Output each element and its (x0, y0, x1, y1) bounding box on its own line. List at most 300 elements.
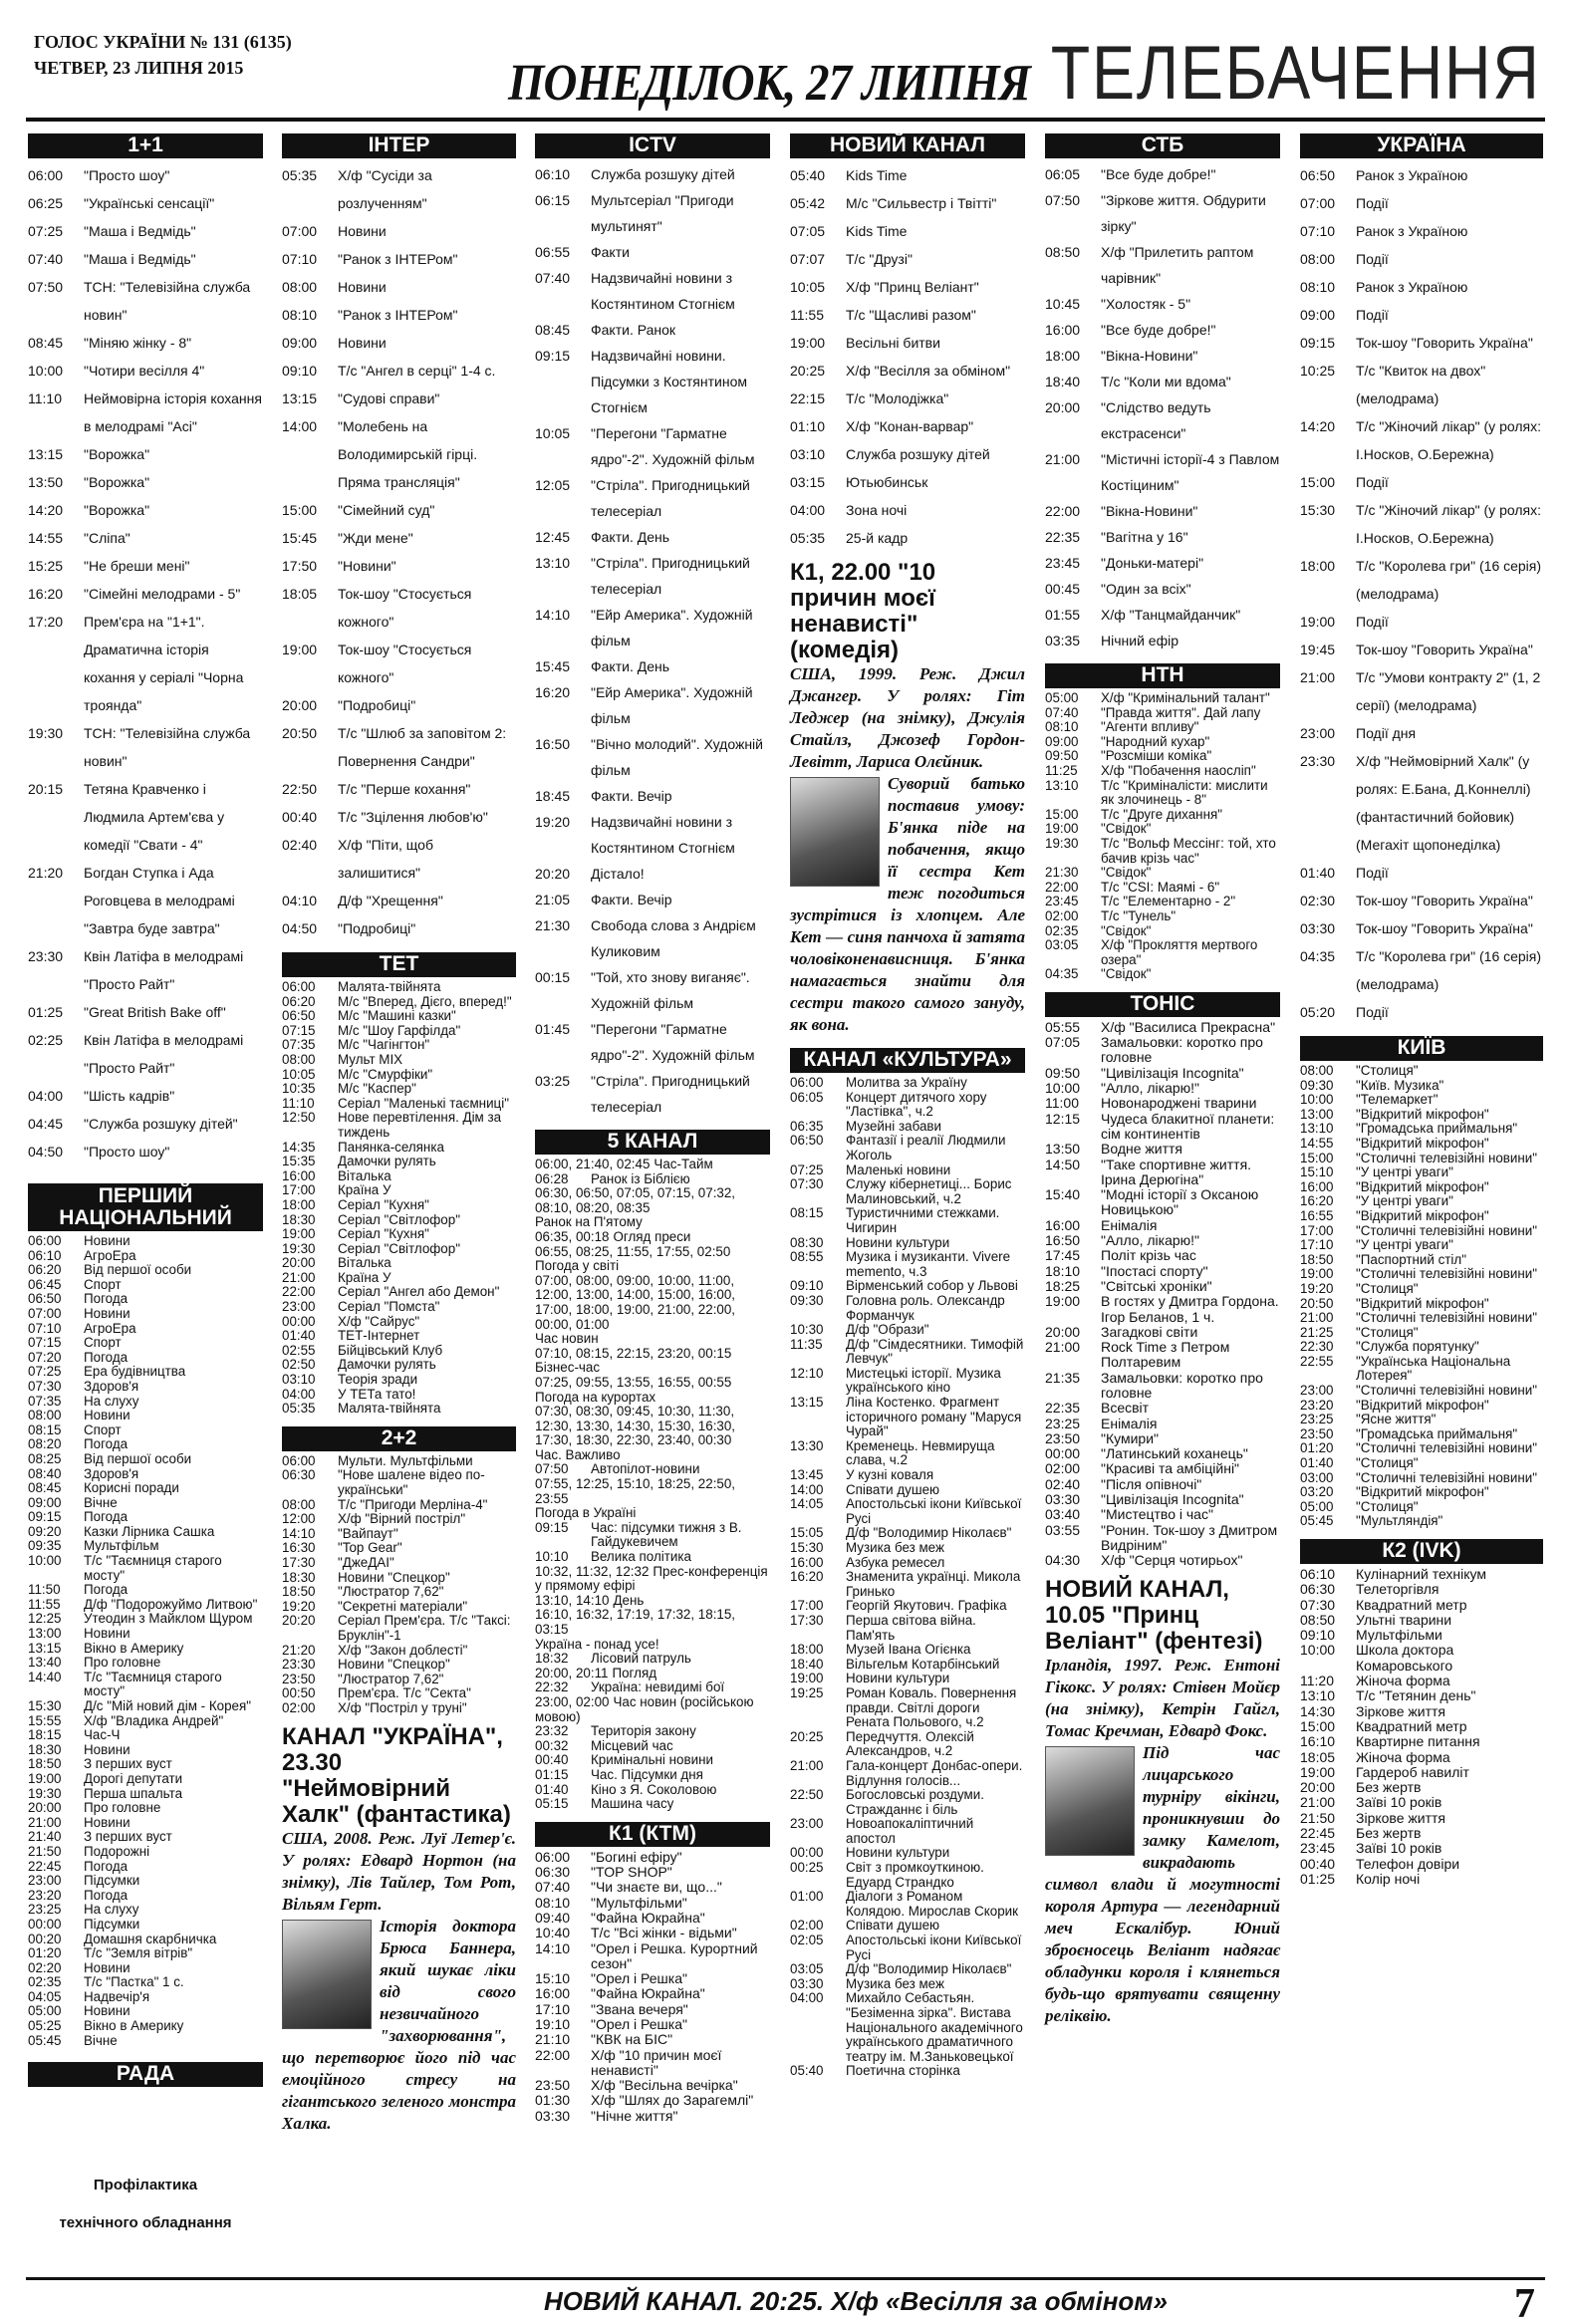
schedule-time: 02:25 (28, 1032, 64, 1048)
schedule-item (28, 1026, 263, 1082)
schedule-item (28, 2019, 263, 2034)
schedule-time: 15:00 (1300, 1150, 1334, 1165)
schedule-program: Служу кібернетиці... Борис Малиновський, ч.2 (846, 1176, 1012, 1206)
schedule-time: 10:00 (28, 1553, 62, 1569)
schedule-program: Серіал "Кухня" (338, 1196, 429, 1212)
schedule-program: Утеодин з Майклом Щуром (84, 1611, 253, 1627)
schedule-program: Гала-концерт Донбас-опери. Відлуння голосів... (846, 1757, 1023, 1788)
schedule-time: 22:00 (282, 1284, 316, 1300)
schedule-item (28, 1525, 263, 1540)
schedule-item (28, 273, 263, 329)
schedule-time: 05:25 (28, 2018, 62, 2034)
schedule-item (28, 1757, 263, 1772)
schedule-program: "Паспортний стіл" (1356, 1251, 1466, 1267)
schedule-time: 09:50 (1045, 748, 1079, 764)
schedule-time: 07:00, 08:00, 09:00, 10:00, 11:00, 12:00, 13:00, 14:00, 15:00, 16:00, 17:00, 18:00, 19:00, 21:00, 22:00, 00:00, 01:00 (535, 1272, 736, 1332)
schedule-time: 18:00 (790, 1642, 824, 1658)
channel-header-tonis: ТОНІС (1045, 992, 1280, 1017)
schedule-program: М/с "Смурфіки" (338, 1066, 433, 1082)
schedule-time: 02:35 (28, 1974, 62, 1990)
schedule-time: 16:00 (535, 1985, 571, 2002)
schedule-program: "Файна Юкрайна" (591, 1909, 705, 1926)
schedule-program: На слуху (84, 1902, 139, 1918)
schedule-program: ТСН: "Телевізійна служба новин" (84, 279, 251, 323)
schedule-time: 23:20 (28, 1887, 62, 1903)
schedule-program: Т/с "Таємниця старого мосту" (84, 1669, 222, 1699)
schedule-item (282, 1541, 516, 1556)
schedule-item (1045, 394, 1280, 446)
schedule-item (535, 524, 770, 550)
schedule-item (1300, 1267, 1543, 1282)
schedule-program: Перша шпальта (84, 1785, 183, 1801)
schedule-time: 04:00 (790, 502, 826, 518)
schedule-program: Служба розшуку дітей (591, 166, 735, 182)
schedule-program: "КВК на БІС" (591, 2031, 673, 2048)
schedule-time: 19:30 (28, 1785, 62, 1801)
schedule-time: 11:55 (790, 307, 824, 323)
schedule-time: 01:40 (535, 1781, 569, 1797)
schedule-item (28, 1336, 263, 1351)
schedule-time: 06:00 (28, 1233, 62, 1248)
schedule-time: 19:10 (535, 2015, 571, 2032)
schedule-program: Час. Важливо (535, 1446, 621, 1462)
schedule-program: Теорія зради (338, 1372, 418, 1388)
schedule-item (790, 1279, 1025, 1294)
schedule-program: Квін Латіфа в мелодрамі "Просто Райт" (84, 948, 244, 992)
schedule-program: Д/ф "Образи" (846, 1322, 929, 1338)
schedule-time: 01:40 (1300, 865, 1336, 881)
feature-ukraina-body: Історія доктора Брюса Баннера, який шукає ліки від свого незвичайного "захворювання", що перетворює його під час емоційного стресу на гігантського зеленого монстра Халка. (282, 1916, 516, 2133)
schedule-item (1045, 1187, 1280, 1218)
schedule-time: 05:42 (790, 195, 826, 211)
schedule-program: "Столичні телевізійні новини" (1356, 1310, 1538, 1326)
schedule-program: Новоапокаліптичний апостол (846, 1816, 974, 1846)
schedule-time: 20:20 (282, 1613, 316, 1629)
schedule-time: 04:00 (790, 1990, 824, 2006)
schedule-time: 06:35 (790, 1118, 824, 1134)
schedule-program: Вірменський собор у Львові (846, 1278, 1018, 1294)
schedule-program: "Столичні телевізійні новини" (1356, 1440, 1538, 1456)
schedule-program: Х/ф "Закон доблесті" (338, 1642, 468, 1658)
schedule-time: 05:40 (790, 167, 826, 183)
schedule-time: 16:20 (790, 1569, 824, 1585)
schedule-item (282, 803, 516, 831)
schedule-program: Апостольські ікони Київської Русі (846, 1496, 1022, 1526)
schedule-item (1300, 468, 1543, 496)
schedule-item (790, 1788, 1025, 1817)
schedule-item (1300, 1734, 1543, 1749)
schedule-item (28, 1481, 263, 1496)
schedule-item (1300, 1613, 1543, 1628)
feature-ukraina (282, 1724, 516, 2135)
schedule-program: Д/ф "Подорожуймо Литвою" (84, 1596, 258, 1612)
schedule-program: Підсумки (84, 1916, 140, 1932)
schedule-item (1300, 942, 1543, 998)
schedule-item (282, 1082, 516, 1097)
schedule-time: 07:25 (28, 223, 64, 239)
channel-header-stb: СТБ (1045, 133, 1280, 158)
schedule-item (790, 524, 1025, 552)
schedule-time: 16:50 (1045, 1232, 1081, 1249)
schedule-time: 22:55 (1300, 1353, 1334, 1369)
schedule-time: 13:15 (282, 390, 318, 406)
schedule-time: 17:10 (535, 2000, 571, 2017)
schedule-item (790, 1120, 1025, 1135)
schedule-time: 17:30 (790, 1612, 824, 1628)
schedule-item (28, 2004, 263, 2019)
schedule-item (1300, 1841, 1543, 1856)
schedule-program: Новини (84, 1959, 131, 1975)
schedule-item (790, 1846, 1025, 1861)
schedule-item (28, 998, 263, 1026)
schedule-program: "Свідок" (1101, 966, 1152, 982)
schedule-time: 19:00 (1300, 1266, 1334, 1282)
schedule-time: 08:10 (535, 1894, 571, 1911)
schedule-program: Нове перевтілення. Дім за тиждень (338, 1110, 502, 1140)
schedule-program: Час-Ч (84, 1727, 121, 1743)
schedule-item (535, 731, 770, 783)
schedule-item (790, 1861, 1025, 1890)
schedule-item (790, 1338, 1025, 1367)
schedule-program: Замальовки: коротко про головне (1101, 1034, 1263, 1066)
schedule-item (1300, 1282, 1543, 1297)
schedule-time: 23:50 (282, 1671, 316, 1686)
schedule-item (1300, 1719, 1543, 1734)
actor-photo (790, 777, 880, 887)
schedule-time: 23:25 (1300, 1412, 1334, 1427)
schedule-program: "Перегони "Гарматне ядро"-2". Художній фільм (591, 425, 755, 467)
schedule-program: "Подробиці" (338, 697, 416, 713)
schedule-program: М/с "Сильвестр і Твітті" (846, 195, 997, 211)
schedule-time: 23:25 (28, 1902, 62, 1918)
schedule-program: Новини (84, 1741, 131, 1757)
schedule-program: Мультфільм (84, 1538, 159, 1554)
schedule-time: 09:15 (535, 1519, 569, 1535)
schedule-program: Х/ф "Прилетить раптом чарівник" (1101, 244, 1254, 286)
schedule-time: 06:00 (28, 167, 64, 183)
schedule-time: 10:35 (282, 1081, 316, 1097)
schedule-item (282, 636, 516, 691)
schedule-item (790, 496, 1025, 524)
schedule-time: 16:00 (790, 1554, 824, 1570)
schedule-time: 07:30 (1300, 1596, 1336, 1613)
schedule-time: 13:15 (28, 446, 64, 462)
schedule-program: "Подробиці" (338, 920, 416, 936)
schedule-program: "Ворожка" (84, 446, 150, 462)
schedule-item (282, 1512, 516, 1527)
schedule-tet (282, 980, 516, 1417)
schedule-program: Ток-шоу "Стосується кожного" (338, 586, 472, 630)
schedule-item (1300, 189, 1543, 217)
schedule-item (1300, 1780, 1543, 1795)
schedule-program: "Столиця" (1356, 1280, 1419, 1296)
schedule-time: 10:30 (790, 1322, 824, 1338)
schedule-item (1300, 1238, 1543, 1253)
schedule-item (1300, 496, 1543, 552)
schedule-item (282, 1227, 516, 1242)
schedule-time: 23:00 (790, 1816, 824, 1832)
schedule-time: 23:50 (1300, 1425, 1334, 1441)
schedule-time: 03:25 (535, 1073, 571, 1089)
schedule-item (1300, 1209, 1543, 1224)
schedule-program: Т/с "Королева гри" (16 серія) (мелодрама) (1356, 948, 1542, 992)
schedule-program: М/с "Шоу Гарфілда" (338, 1022, 461, 1038)
schedule-program: Х/ф "Сайрус" (338, 1313, 420, 1329)
schedule-item (1045, 1142, 1280, 1157)
schedule-item (282, 1097, 516, 1112)
schedule-time: 15:00 (1045, 806, 1079, 822)
schedule-time: 05:15 (535, 1796, 569, 1812)
schedule-program: "Столичні телевізійні новини" (1356, 1222, 1538, 1238)
schedule-time: 07:15 (282, 1022, 316, 1038)
schedule-program: Від першої особи (84, 1450, 192, 1466)
schedule-time: 08:50 (1300, 1611, 1336, 1628)
schedule-item (282, 552, 516, 580)
schedule-item (790, 1759, 1025, 1788)
schedule-program: "Кумири" (1101, 1429, 1159, 1446)
schedule-item (282, 1614, 516, 1643)
schedule-item (535, 550, 770, 602)
schedule-program: "Народний кухар" (1101, 733, 1210, 749)
schedule-item (790, 1919, 1025, 1934)
schedule-time: 20:25 (790, 1728, 824, 1744)
schedule-time: 11:25 (1045, 762, 1078, 778)
schedule-time: 03:55 (1045, 1521, 1081, 1538)
schedule-time: 12:10 (790, 1365, 824, 1381)
schedule-item (28, 1467, 263, 1482)
schedule-program: Перша світова війна. Пам'ять (846, 1612, 976, 1643)
schedule-item (28, 1395, 263, 1410)
schedule-time: 08:00 (282, 279, 318, 295)
schedule-program: "Нічне життя" (591, 2107, 678, 2124)
schedule-item (282, 1527, 516, 1542)
schedule-time: 21:05 (535, 892, 571, 907)
schedule-item (535, 1971, 770, 1986)
schedule-time: 13:40 (28, 1655, 62, 1671)
rada-note (28, 2167, 263, 2242)
schedule-item (1045, 1461, 1280, 1476)
schedule-program: "Алло, лікарю!" (1101, 1232, 1200, 1249)
schedule-item (535, 1521, 770, 1550)
schedule-program: М/с "Вперед, Дієго, вперед!" (338, 993, 512, 1009)
schedule-item (790, 1091, 1025, 1120)
schedule-time: 07:25, 09:55, 13:55, 16:55, 00:55 (535, 1374, 732, 1390)
schedule-ictv (535, 161, 770, 1120)
schedule-item (1045, 706, 1280, 721)
schedule-program: У ТЕТа тато! (338, 1386, 416, 1402)
schedule-program: "Міняю жінку - 8" (84, 335, 192, 351)
schedule-time: 23:00, 02:00 (535, 1693, 610, 1709)
schedule-item (28, 1903, 263, 1918)
schedule-item (282, 1388, 516, 1403)
schedule-item (282, 1111, 516, 1140)
schedule-program: "Орел і Решка" (591, 2015, 687, 2032)
schedule-program: Водне життя (1101, 1141, 1182, 1158)
schedule-item (790, 385, 1025, 412)
schedule-time: 22:32 (535, 1679, 569, 1695)
schedule-time: 09:00 (282, 335, 318, 351)
schedule-time: 18:00 (282, 1196, 316, 1212)
schedule-program: "Шість кадрів" (84, 1088, 175, 1104)
schedule-program: Віталька (338, 1255, 392, 1271)
schedule-item (535, 343, 770, 420)
schedule-time: 17:20 (28, 614, 64, 630)
schedule-program: Серіал Прем'єра. Т/с "Таксі: Бруклін"-1 (338, 1613, 511, 1643)
schedule-time: 18:05 (282, 586, 318, 602)
schedule-time: 03:15 (790, 474, 826, 490)
schedule-program: "Столиця" (1356, 1063, 1419, 1078)
schedule-program: "Стріла". Пригодницький телесеріал (591, 1073, 750, 1115)
schedule-item (535, 1941, 770, 1972)
schedule-program: Новини культури (846, 1845, 950, 1861)
schedule-item (1300, 1253, 1543, 1268)
channel-header-inter: ІНТЕР (282, 133, 516, 158)
schedule-time: 03:30 (1045, 1491, 1081, 1508)
schedule-item (535, 861, 770, 887)
schedule-item (28, 161, 263, 189)
schedule-program: Т/с "Всі жінки - відьми" (591, 1925, 737, 1941)
schedule-time: 21:00 (790, 1757, 824, 1773)
schedule-item (790, 468, 1025, 496)
schedule-time: 14:10 (282, 1525, 316, 1541)
schedule-program: Т/с "CSI: Маямі - 6" (1101, 879, 1220, 895)
schedule-item (535, 1230, 770, 1245)
schedule-item (1045, 291, 1280, 317)
schedule-item (535, 2093, 770, 2108)
schedule-item (1300, 1194, 1543, 1209)
feature-novyi-credits: Ірландія, 1997. Реж. Ентоні Гікокс. У ролях: Стівен Мойєр (на знімку), Кетрін Гайгл, Томас Кречман, Едвард Фокс. (1045, 1655, 1280, 1740)
schedule-item (28, 1990, 263, 2005)
schedule-time: 15:10 (1300, 1164, 1334, 1180)
schedule-item (790, 1206, 1025, 1235)
schedule-program: Машина часу (591, 1796, 674, 1812)
schedule-item (790, 440, 1025, 468)
schedule-item (790, 301, 1025, 329)
schedule-item (28, 1946, 263, 1961)
schedule-program: Ранок з Україною (1356, 279, 1468, 295)
schedule-item (1300, 608, 1543, 636)
schedule-item (535, 1783, 770, 1798)
schedule-program: Концерт дитячого хору "Ластівка", ч.2 (846, 1089, 987, 1120)
schedule-program: "Відкритий мікрофон" (1356, 1397, 1489, 1413)
schedule-item (790, 1468, 1025, 1483)
schedule-time: 09:50 (1045, 1064, 1081, 1081)
schedule-program: Новини (84, 1233, 131, 1248)
schedule-program: В гостях у Дмитра Гордона. Ігор Беланов, 1 ч. (1101, 1293, 1279, 1325)
schedule-k1 (535, 1850, 770, 2124)
schedule-program: Новини (338, 223, 387, 239)
schedule-program: "Холостяк - 5" (1101, 296, 1191, 312)
schedule-program: "Мультфільми" (591, 1894, 687, 1911)
schedule-program: Вікно в Америку (84, 2018, 184, 2034)
schedule-program: Ультні тварини (1356, 1611, 1452, 1628)
schedule-time: 10:25 (1300, 363, 1336, 379)
schedule-program: "Ясне життя" (1356, 1412, 1437, 1427)
schedule-program: Квартирне питання (1356, 1733, 1480, 1750)
schedule-program: "Агенти впливу" (1101, 719, 1199, 735)
schedule-program: Огляд преси (613, 1228, 691, 1244)
schedule-time: 07:35 (28, 1393, 62, 1409)
schedule-time: 13:10 (1045, 777, 1079, 793)
schedule-time: 18:40 (790, 1656, 824, 1672)
schedule-time: 19:00 (790, 1671, 824, 1686)
schedule-k2 (1300, 1567, 1543, 1887)
schedule-program: Д/ф "Хрещення" (338, 893, 443, 908)
schedule-time: 02:00 (282, 1699, 316, 1715)
schedule-time: 10:40 (535, 1925, 571, 1941)
schedule-program: "Сімейний суд" (338, 502, 435, 518)
channel-header-5kanal: 5 КАНАЛ (535, 1130, 770, 1155)
schedule-program: "Ворожка" (84, 474, 150, 490)
schedule-item (282, 1169, 516, 1184)
schedule-time: 13:50 (1045, 1141, 1081, 1158)
schedule-item (535, 653, 770, 679)
schedule-program: Казки Лірника Сашка (84, 1523, 215, 1539)
schedule-item (1045, 1035, 1280, 1066)
schedule-program: "Молебень на Володимирській гірці. Пряма трансляція" (338, 418, 478, 490)
schedule-time: 19:20 (282, 1598, 316, 1614)
schedule-item (535, 783, 770, 809)
schedule-program: Факти. День (591, 529, 670, 545)
schedule-program: У кузні коваля (846, 1467, 934, 1483)
schedule-time: 04:00 (28, 1088, 64, 1104)
schedule-time: 06:20 (282, 993, 316, 1009)
schedule-item (1045, 1066, 1280, 1081)
schedule-item (28, 1598, 263, 1613)
schedule-program: "Громадська приймальня" (1356, 1425, 1518, 1441)
schedule-item (28, 1975, 263, 1990)
schedule-program: Т/с "Друге дихання" (1101, 806, 1222, 822)
schedule-item (1300, 1137, 1543, 1152)
schedule-time: 20:00 (1300, 1779, 1336, 1796)
schedule-time: 03:05 (1045, 937, 1079, 953)
schedule-item (535, 1594, 770, 1609)
schedule-time: 15:55 (28, 1712, 62, 1728)
schedule-item (28, 1278, 263, 1293)
schedule-time: 18:50 (282, 1584, 316, 1600)
schedule-item (282, 1300, 516, 1315)
schedule-program: "Просто шоу" (84, 1144, 170, 1160)
schedule-program: Події (1356, 307, 1389, 323)
schedule-time: 11:00 (1045, 1095, 1079, 1112)
schedule-item (1300, 1826, 1543, 1841)
schedule-program: "Столичні телевізійні новини" (1356, 1266, 1538, 1282)
schedule-item (1045, 1477, 1280, 1492)
schedule-item (1300, 1765, 1543, 1780)
schedule-time: 12:50 (282, 1110, 316, 1126)
schedule-time: 06:10 (1300, 1566, 1336, 1582)
schedule-item (535, 1172, 770, 1187)
schedule-item (28, 859, 263, 942)
schedule-time: 10:00 (28, 363, 64, 379)
schedule-item (282, 1468, 516, 1497)
schedule-program: Т/с "Квиток на двох" (мелодрама) (1356, 363, 1486, 406)
schedule-time: 07:30, 08:30, 09:45, 10:30, 11:30, 12:30, 13:30, 14:30, 15:30, 16:30, 17:30, 18:30, 22:30, 23:40, 00:30 (535, 1404, 736, 1448)
schedule-program: Погода (84, 1887, 129, 1903)
schedule-program: Новини (84, 1814, 131, 1830)
schedule-item (1045, 1523, 1280, 1554)
schedule-program: Кулінарний технікум (1356, 1566, 1487, 1582)
schedule-item (1300, 1441, 1543, 1456)
schedule-time: 07:25 (28, 1364, 62, 1380)
schedule-item (535, 1680, 770, 1695)
schedule-item (282, 1498, 516, 1513)
schedule-item (282, 1658, 516, 1673)
schedule-item (28, 1082, 263, 1110)
schedule-time: 20:25 (790, 363, 826, 379)
schedule-item (1300, 636, 1543, 663)
schedule-item (790, 1730, 1025, 1759)
